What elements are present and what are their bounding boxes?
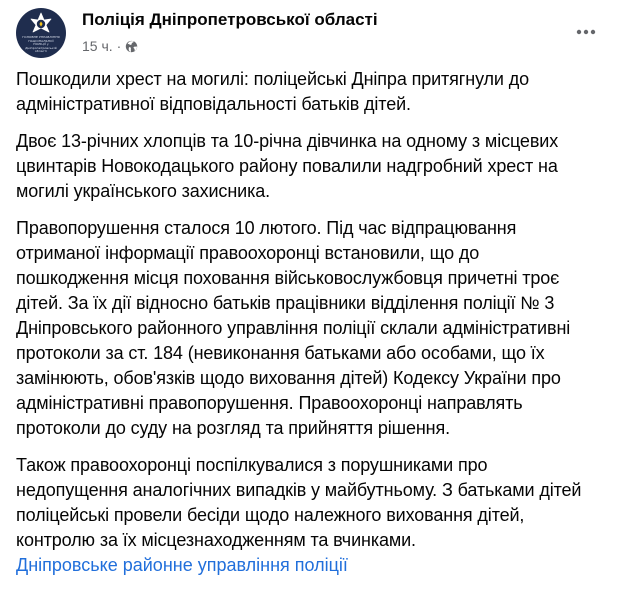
post-meta (82, 37, 138, 55)
district-police-link[interactable]: Дніпровське районне управління поліції (16, 555, 348, 575)
post-header (16, 8, 602, 58)
post-content (16, 67, 596, 578)
meta-separator: · (116, 38, 122, 54)
page-name-link[interactable]: Поліція Дніпропетровської області (82, 10, 378, 29)
post-paragraph: Також правоохоронці поспілкувалися з порушниками про недопущення аналогічних випадків у майбутньому. З батьками дітей поліцейські провели бесіди щодо належного виховання дітей, контролю за їх місцезнаходженням та вчинками. (16, 455, 582, 550)
globe-icon[interactable] (125, 40, 138, 53)
avatar-caption: ГОЛОВНЕ УПРАВЛІННЯ НАЦІОНАЛЬНОЇ ПОЛІЦІЇ у Дніпропетровській області (22, 35, 60, 54)
post-paragraph: Правопорушення сталося 10 лютого. Під час відпрацювання отриманої інформації правоохоронці встановили, що до пошкодження місця поховання військовослужбовця причетні троє дітей. За їх дії відносно батьків працівники відділення поліції № 3 Дніпровського районного управління поліції склали адміністративні протоколи за ст. 184 (невиконання батьками або особами, що їх замінюють, обов'язків щодо виховання дітей) Кодексу України про адміністративні правопорушення. Правоохоронці направлять протоколи до суду на розгляд та прийняття рішення. (16, 218, 571, 438)
more-options-icon (576, 29, 596, 35)
post-paragraph: Пошкодили хрест на могилі: поліцейські Дніпра притягнули до адміністративної відповідальності батьків дітей. (16, 69, 530, 114)
post-time[interactable]: 15 ч. (82, 38, 113, 54)
more-options-button[interactable] (572, 18, 600, 46)
post-paragraph: Двоє 13-річних хлопців та 10-річна дівчинка на одному з місцевих цвинтарів Новокодацького району повалили надгробний хрест на могилі українського захисника. (16, 131, 559, 201)
page-avatar[interactable] (16, 8, 66, 58)
